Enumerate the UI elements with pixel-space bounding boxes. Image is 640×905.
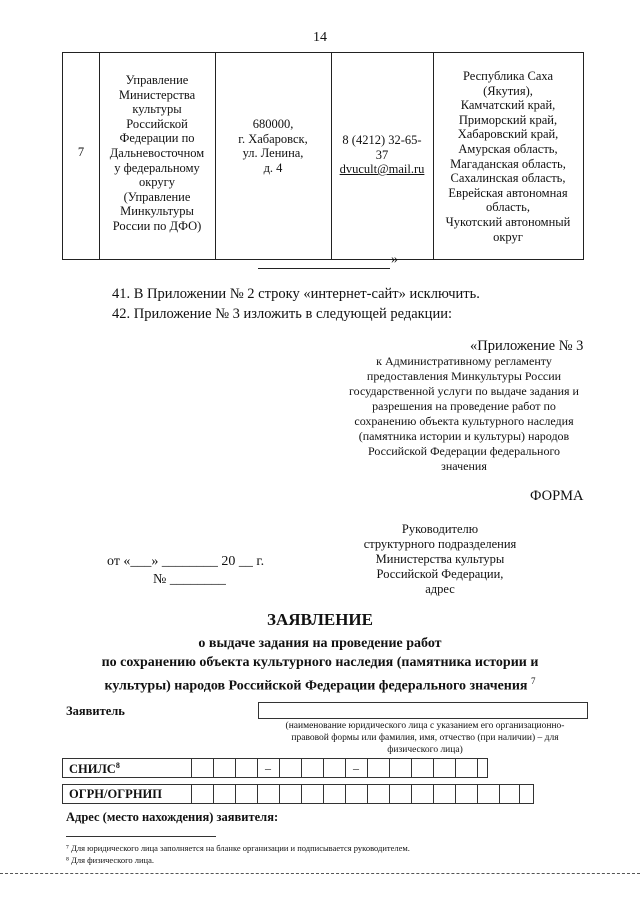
snils-dash-2: – [353, 761, 359, 775]
footnote-separator [66, 836, 216, 837]
item-42: 42. Приложение № 3 изложить в следующей редакции: [112, 306, 452, 322]
date-line[interactable]: от «___» ________ 20 __ г. [107, 554, 265, 569]
applicant-label: Заявитель [66, 704, 125, 718]
applicant-input[interactable] [258, 702, 588, 719]
recipient-block: Руководителю структурного подразделения Министерства культуры Российской Федерации, адрес [363, 522, 517, 596]
ministry-table-row [62, 52, 584, 260]
number-line[interactable]: № ________ [153, 572, 226, 587]
ogrn-label: ОГРН/ОГРНИП [69, 787, 162, 801]
subheading: о выдаче задания на проведение работ по сохранению объекта культурного наследия (памятника истории и культуры) народов Российской Федерации федерального значения $^7$ [101, 636, 539, 694]
page-bottom-edge [0, 873, 640, 874]
regions-list: Республика Саха (Якутия), Камчатский край, Приморский край, Хабаровский край, Амурская область, Магаданская область, Сахалинская область, Еврейская автономная область, Чукотский автономный округ [445, 69, 571, 244]
close-quote: » [391, 252, 398, 267]
footnote-8: ⁸ Для физического лица. [66, 855, 154, 865]
address-label: Адрес (место нахождения) заявителя: [66, 810, 279, 824]
page-number: 14 [313, 30, 327, 45]
close-underline [258, 268, 390, 269]
forma-label: ФОРМА [530, 488, 584, 504]
ogrn-field[interactable] [62, 784, 534, 804]
snils-dash-1: – [265, 761, 271, 775]
org-contacts: 8 (4212) 32-65- 37 dvucult@mail.ru [331, 133, 433, 177]
org-address: 680000, г. Хабаровск, ул. Ленина, д. 4 [238, 117, 308, 175]
heading: ЗАЯВЛЕНИЕ [266, 610, 373, 629]
snils-field[interactable]: СНИЛС$^8$ – – [62, 758, 488, 778]
item-41: 41. В Приложении № 2 строку «интернет-сайт» исключить. [112, 286, 480, 302]
org-name: Управление Министерства культуры Российской Федерации по Дальневосточном у федеральному округу (Управление Минкультуры России по ДФО) [109, 73, 205, 233]
row-number: 7 [77, 145, 85, 159]
email-link[interactable]: dvucult@mail.ru [339, 162, 425, 177]
appendix-description: к Административному регламенту предоставления Минкультуры России государственной услуги по выдаче задания и разрешения на проведение работ по сохранению объекта культурного наследия (памятника истории и культуры) народов Российской Федерации федерального значения [349, 354, 579, 473]
footnote-7: ⁷ Для юридического лица заполняется на бланке организации и подписывается руководителем. [66, 843, 410, 853]
applicant-hint: (наименование юридического лица с указанием его организационно- правовой формы или фамилия, имя, отчество (при наличии) – для физического лица) [285, 721, 565, 755]
appendix-title: «Приложение № 3 [470, 338, 584, 354]
snils-label: СНИЛС [69, 762, 116, 777]
